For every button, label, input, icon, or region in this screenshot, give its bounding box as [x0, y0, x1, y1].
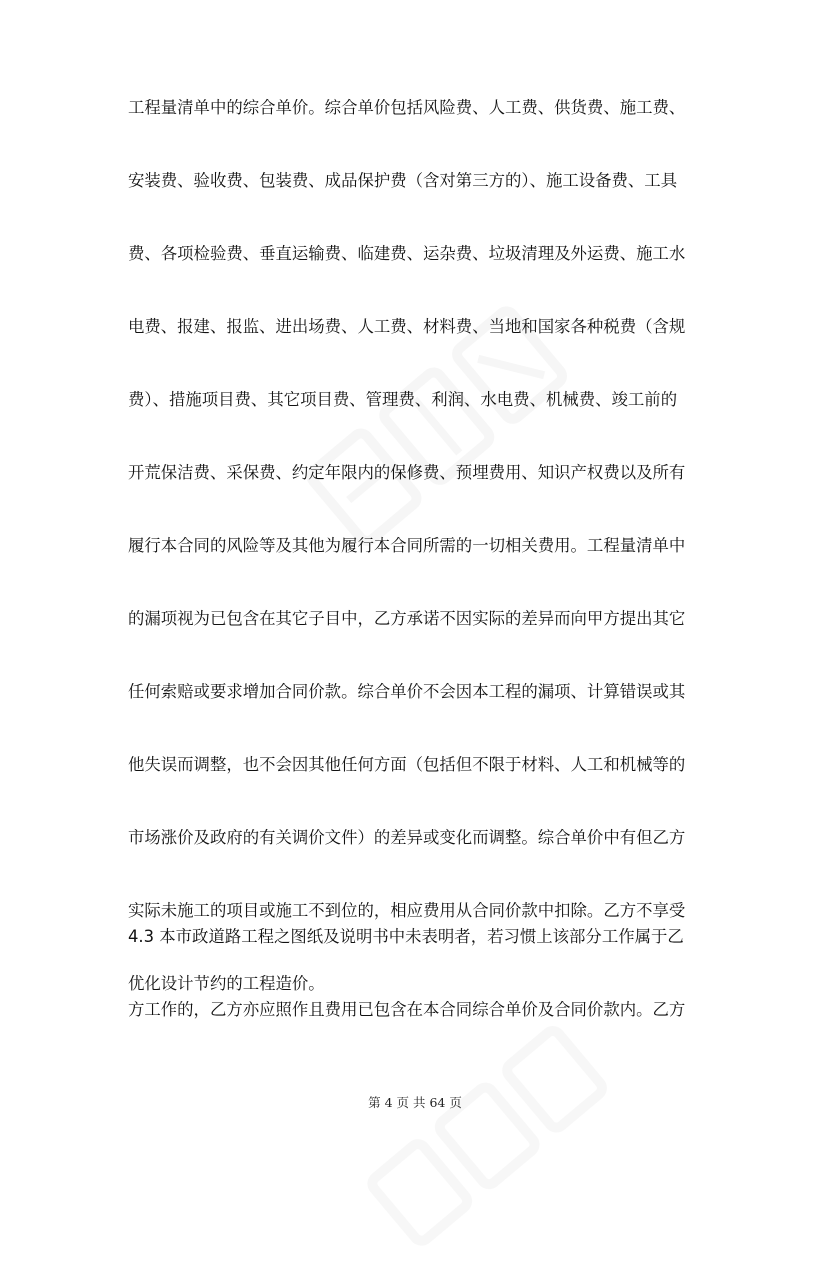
paragraph-line: 安装费、验收费、包装费、成品保护费（含对第三方的）、施工设备费、工具 [128, 171, 678, 190]
contract-paragraph [128, 98, 708, 994]
page-number: 第 4 页 共 64 页 [368, 1095, 462, 1110]
clause-4-3 [128, 927, 708, 1020]
paragraph-line: 电费、报建、报监、进出场费、人工费、材料费、当地和国家各种税费（含规 [128, 317, 686, 336]
paragraph-line: 实际未施工的项目或施工不到位的，相应费用从合同价款中扣除。乙方不享受 [128, 901, 686, 920]
paragraph-line: 工程量清单中的综合单价。综合单价包括风险费、人工费、供货费、施工费、 [128, 98, 686, 117]
clause-line: 4.3 本市政道路工程之图纸及说明书中未表明者，若习惯上该部分工作属于乙 [128, 927, 684, 946]
paragraph-line: 费）、措施项目费、其它项目费、管理费、利润、水电费、机械费、竣工前的 [128, 390, 678, 409]
paragraph-line: 任何索赔或要求增加合同价款。综合单价不会因本工程的漏项、计算错误或其 [128, 682, 686, 701]
watermark-logo-icon [352, 1010, 628, 1269]
paragraph-line: 他失误而调整，也不会因其他任何方面（包括但不限于材料、人工和机械等的 [128, 755, 686, 774]
paragraph-line: 市场涨价及政府的有关调价文件）的差异或变化而调整。综合单价中有但乙方 [128, 828, 686, 847]
paragraph-line: 开荒保洁费、采保费、约定年限内的保修费、预埋费用、知识产权费以及所有 [128, 463, 686, 482]
paragraph-line: 费、各项检验费、垂直运输费、临建费、运杂费、垃圾清理及外运费、施工水 [128, 244, 686, 263]
paragraph-line: 履行本合同的风险等及其他为履行本合同所需的一切相关费用。工程量清单中 [128, 536, 686, 555]
clause-line: 方工作的，乙方亦应照作且费用已包含在本合同综合单价及合同价款内。乙方 [128, 1000, 686, 1019]
paragraph-line: 优化设计节约的工程造价。 [128, 974, 325, 993]
paragraph-line: 的漏项视为已包含在其它子目中，乙方承诺不因实际的差异而向甲方提出其它 [128, 609, 686, 628]
